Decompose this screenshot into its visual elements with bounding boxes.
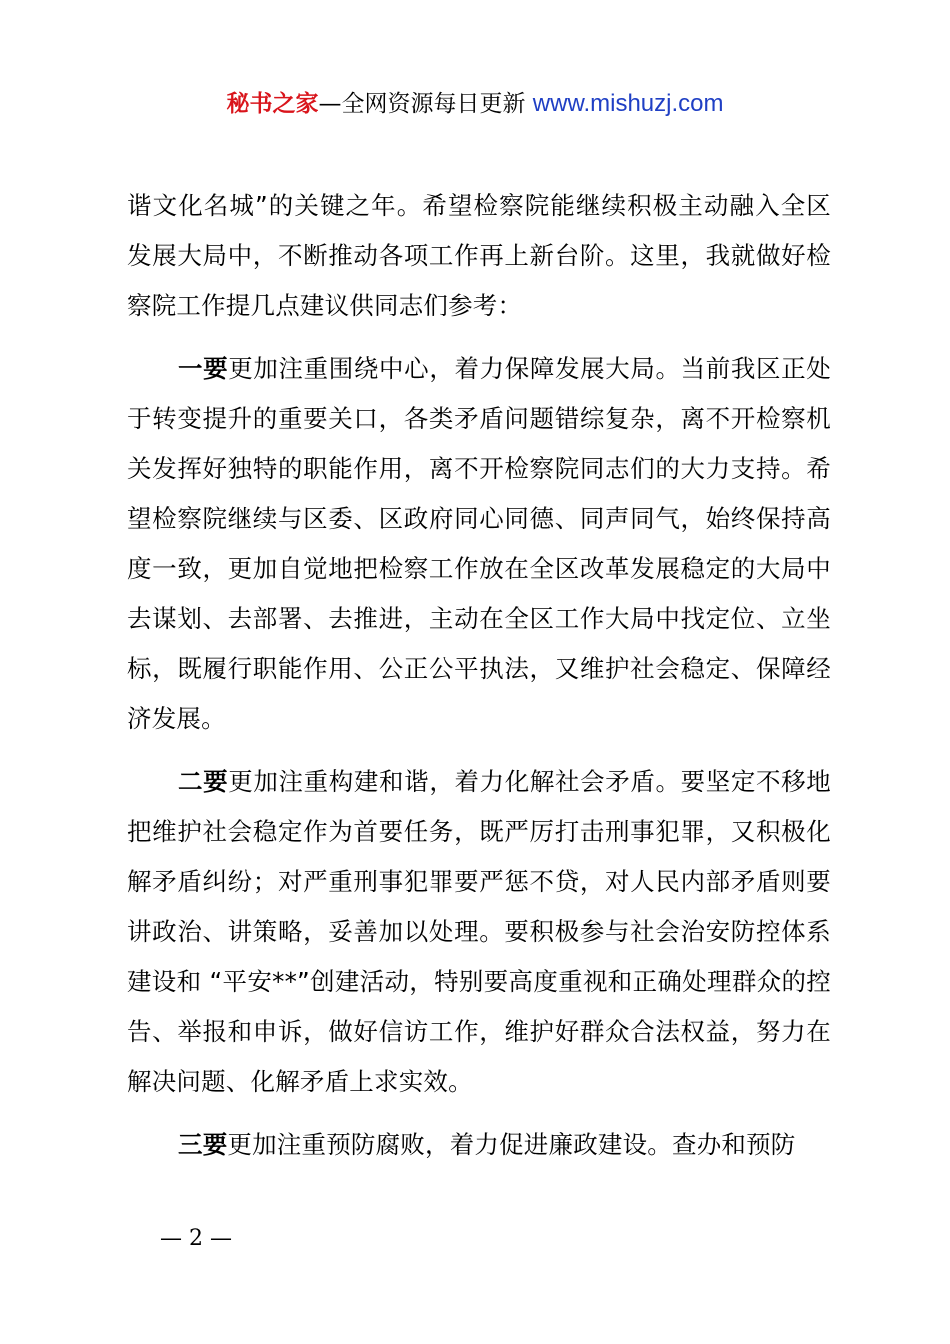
site-brand: 秘书之家: [226, 91, 319, 117]
page-number: — 2 —: [160, 1226, 232, 1251]
paragraph-text: 更加注重构建和谐，着力化解社会矛盾。要坚定不移地把维护社会稳定作为首要任务，既严厉打击刑事犯罪，又积极化解矛盾纠纷；对严重刑事犯罪要严惩不贷，对人民内部矛盾则要讲政治、讲策略，妥善加以处理。要积极参与社会治安防控体系建设和 “平安**”创建活动，特别要高度重视和正确处理群众的控告、举报和申诉，做好信访工作，维护好群众合法权益，努力在解决问题、化解矛盾上求实效。: [127, 767, 831, 1096]
paragraph-text: 谐文化名城”的关键之年。希望检察院能继续积极主动融入全区发展大局中，不断推动各项工作再上新台阶。这里，我就做好检察院工作提几点建议供同志们参考：: [127, 191, 831, 320]
site-tagline: —全网资源每日更新: [318, 91, 526, 117]
paragraph-text: 更加注重围绕中心，着力保障发展大局。当前我区正处于转变提升的重要关口，各类矛盾问题错综复杂，离不开检察机关发挥好独特的职能作用，离不开检察院同志们的大力支持。希望检察院继续与区委、区政府同心同德、同声同气，始终保持高度一致，更加自觉地把检察工作放在全区改革发展稳定的大局中去谋划、去部署、去推进，主动在全区工作大局中找定位、立坐标，既履行职能作用、公正公平执法，又维护社会稳定、保障经济发展。: [127, 354, 831, 733]
paragraph-text: 更加注重预防腐败，着力促进廉政建设。查办和预防: [227, 1130, 796, 1159]
paragraph-point-one: [127, 344, 831, 744]
paragraph-point-two: [127, 757, 831, 1107]
document-body: [127, 181, 831, 1170]
paragraph-intro: [127, 181, 831, 331]
paragraph-lead: 二要: [178, 767, 229, 796]
paragraph-point-three: [127, 1120, 831, 1170]
site-url-link[interactable]: www.mishuzj.com: [532, 90, 724, 117]
site-header: [0, 88, 950, 120]
paragraph-lead: 三要: [178, 1130, 228, 1159]
paragraph-lead: 一要: [178, 354, 229, 383]
